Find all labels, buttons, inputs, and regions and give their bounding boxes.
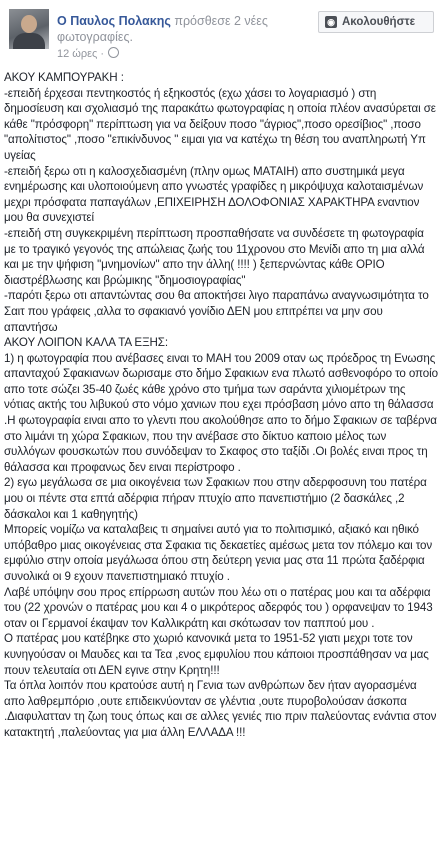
follow-button-label: Ακολουθήστε: [342, 16, 416, 28]
post-paragraph: -επειδή έρχεσαι πεντηκοστός ή εξηκοστός (εχω χάσει το λογαριασμό ) στη δημοσίευση και σχολιασμό της παρακάτω φωτογραφίας η οποία πλέον ανασύρεται σε κάθε "πρόσφορη" περίπτωση για να δείξουν ποσο "άγριος",ποσο ορεσίβιος" ,ποσο "απολίτιστος" ,ποσο "επικίνδυνος " ειμαι για να κατέχω τη θέση του αναπληρωτή Υπ υγείας: [4, 86, 436, 162]
post-paragraph: Τα όπλα λοιπόν που κρατούσε αυτή η Γενια των ανθρώπων δεν ήταν αγορασμένα απο λαθρεμπόριο ,ουτε επιδεικνύονταν σε γλέντια ,ουτε πυροβολούσαν άσκοπα .Διαφυλατταν τη ζωη τους όπως και σε αλλες γενιές πιο πριν παλεύοντας ενάντια στον κατακτητή ,παλεύοντας για μια άλλη ΕΛΛΑΔΑ !!!: [4, 679, 437, 739]
post-action-text: πρόσθεσε 2 νέες φωτογραφίες.: [57, 14, 268, 44]
post-paragraph: Μπορείς νομίζω να καταλαβεις τι σημαίνει αυτό για το πολιτισμικό, αξιακό και ηθικό υπόβαθρο μιας οικογένειας στα Σφακια τις δεκαετίες αμέσως μετα τον πόλεμο και τον εμφύλιο στην οποία μεγάλωσα όπου στη δεύτερη γενια μας στα 11 πρώτα ξαδέρφια συνολικά οι 9 εχουν πανεπιστημιακό πτυχίο .: [4, 523, 433, 583]
author-name[interactable]: Ο Παυλος Πολακης: [57, 14, 171, 28]
post-paragraph: Ο πατέρας μου κατέβηκε στο χωριό κανονικά μετα το 1951-52 γιατι μεχρι τοτε τον κυνηγούσαν οι Μαυδες και τα Τεα ,ενος εμφυλίου που κάποιοι προσπάθησαν να μας πουν τελευταία οτι ΔΕΝ εγινε στην Κρητη!!!: [4, 632, 429, 677]
post-paragraph: -επειδή στη συγκεκριμένη περίπτωση προσπαθήσατε να συνδέσετε τη φωτογραφία με το τραγικό γεγονός της απώλειας ζωής του 11χρονου στο Μενίδι απο τη μια αλλά και με την ψήφιση "μνημονίων" απο την άλλη( !!!! ) ξεπερνώντας κάθε ΟΡΙΟ διαστρέβλωσης και βρώμικης "δημοσιογραφίας": [4, 226, 425, 287]
post-paragraph: ΑΚΟΥ ΛΟΙΠΟΝ ΚΑΛΑ ΤΑ ΕΞΗΣ:: [4, 336, 168, 350]
post-headline: [57, 13, 307, 45]
post-paragraph: Λαβέ υπόψην σου προς επίρρωση αυτών που λέω οτι ο πατέρας μου και τα αδέρφια του (22 χρονών ο πατέρας μου και 4 ο μικρότερος αδερφός του ) ορφανεψαν το 1943 οταν οι Γερμανοί έκαψαν τον Καλλικράτη και σκότωσαν τον παππού μου .: [4, 585, 433, 630]
avatar[interactable]: [9, 9, 49, 49]
post-paragraph: ΑΚΟΥ ΚΑΜΠΟΥΡΑΚΗ :: [4, 71, 124, 84]
post-paragraph: -επειδή ξερω οτι η καλοσχεδιασμένη (πλην ομως ΜΑΤΑΙΗ) απο συστημικά μεγα ενημέρωσης και υλοποιούμενη απο γνωστές γραφίδες η μικρόψυχα καλοταισμένων μεχρι πρόσφατα παπαγάλων ,ΕΠΙΧΕΙΡΗΣΗ ΔΟΛΟΦΟΝΙΑΣ ΧΑΡΑΚΤΗΡΑ εναντιον μου θα συνεχιστεί: [4, 164, 424, 225]
rss-icon: ◉: [325, 16, 337, 28]
post-paragraph: -παρότι ξερω οτι απαντώντας σου θα αποκτήσει λιγο παραπάνω αναγνωσιμότητα το Σαιτ που γράφεις ,αλλα το σφακιανό γονίδιο ΔΕΝ μου επιτρέπει να μην σου απαντήσω: [4, 289, 429, 334]
follow-button[interactable]: [318, 11, 434, 33]
post-body: [4, 70, 438, 741]
timestamp[interactable]: 12 ώρες: [57, 48, 98, 60]
post-paragraph: 2) εγω μεγάλωσα σε μια οικογένεια των Σφακιων που στην αδερφοσυνη του πατέρα μου οι πέντε στα επτά αδέρφια πήραν πτυχίο απο πανεπιστήμιο (2 δασκάλες ,2 δάσκαλοι και 1 καθηγητής): [4, 476, 427, 521]
post-meta: 12 ώρες ·: [57, 47, 119, 60]
globe-icon: [108, 47, 119, 58]
post-header: [0, 0, 441, 70]
post-paragraph: 1) η φωτογραφία που ανέβασες ειναι το ΜΑΗ του 2009 οταν ως πρόεδρος τη Ενωσης απανταχού Σφακιανων δωρισαμε στο δήμο Σφακιων ενα πλωτό ασθενοφόρο το οποίο απο τοτε σώζει 35-40 ζωές κάθε χρόνο στο τμήμα των σαράντα χιλιομέτρων της νότιας ακτής του λιβυκού στο νόμο χανιων που εχει πρόσβαση μόνο απο τη θάλασσα .Η φωτογραφία ειναι απο το γλεντι που ακολούθησε απο το δήμο Σφακιων σε ταβέρνα στο λιμάνι τη χώρα Σφακιων, που την ανέβασε στο δίκτυο καποιο μέλος των συλλόγων φουσκωτών που συνόδεψαν το Σκαφος στο ταξίδι .Οι βολές ειναι προς τη θάλασσα και προφανως δεν ειναι περίστροφο .: [4, 351, 438, 474]
